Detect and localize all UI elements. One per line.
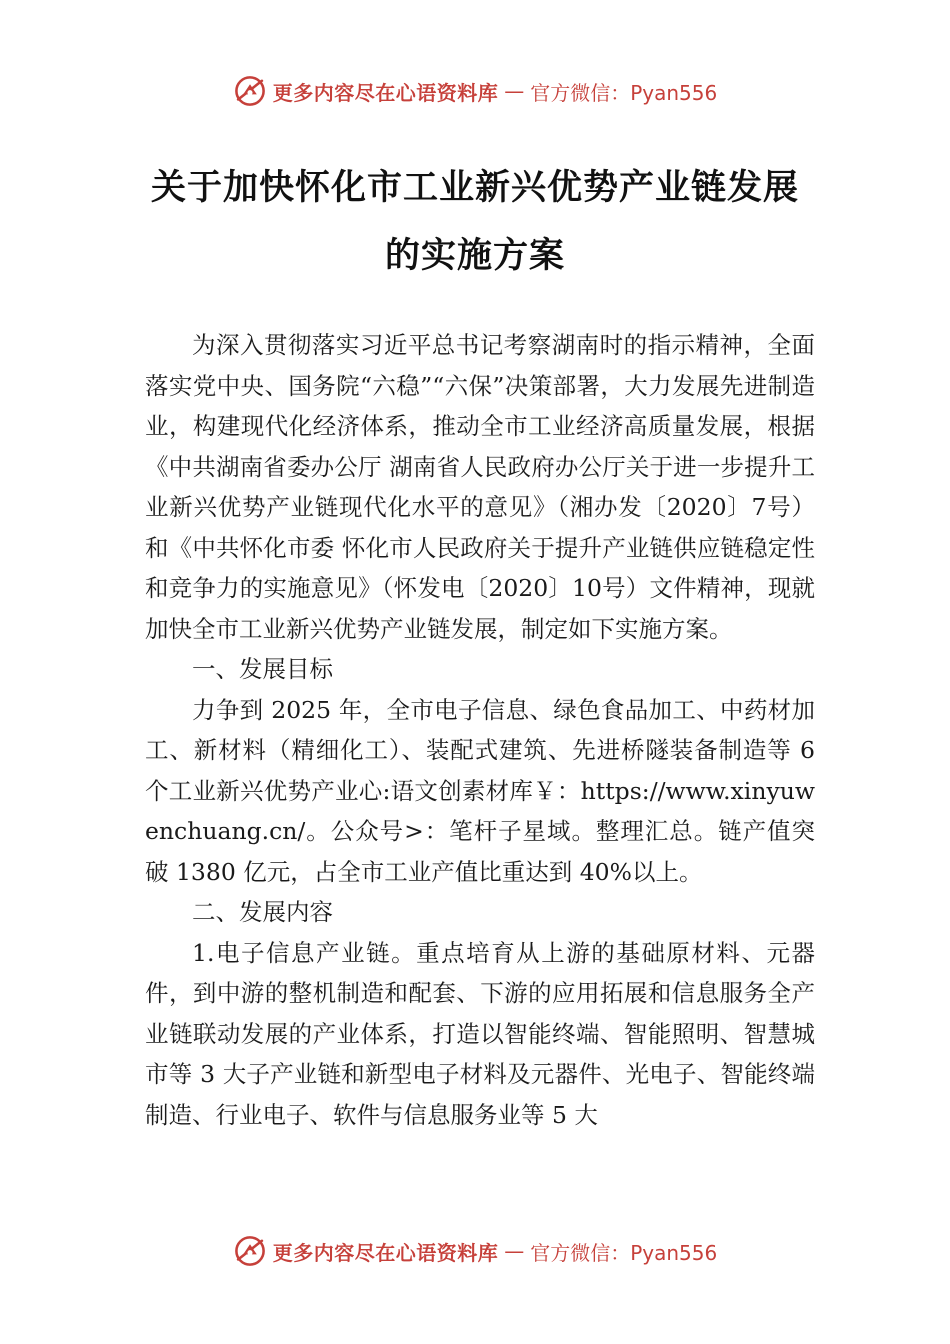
brand-logo-icon [233,1234,267,1268]
document-title-line-2: 的实施方案 [384,235,565,276]
content-paragraph: 1.电子信息产业链。重点培育从上游的基础原材料、元器件，到中游的整机制造和配套、下游的应用拓展和信息服务全产业链联动发展的产业体系，打造以智能终端、智能照明、智慧城市等 3 大子产业链和新型电子材料及元器件、光电子、智能终端制造、行业电子、软件与信息服务业等 5 大 [145,938,815,1129]
intro-paragraph: 为深入贯彻落实习近平总书记考察湖南时的指示精神，全面落实党中央、国务院“六稳”“六保”决策部署，大力发展先进制造业，构建现代化经济体系，推动全市工业经济高质量发展，根据《中共湖南省委办公厅 湖南省人民政府办公厅关于进一步提升工业新兴优势产业链现代化水平的意见》（湘办发〔2020〕7号）和《中共怀化市委 怀化市人民政府关于提升产业链供应链稳定性和竞争力的实施意见》（怀发电〔2020〕10号）文件精神，现就加快全市工业新兴优势产业链发展，制定如下实施方案。 [145,331,815,643]
watermark-separator: — [504,1239,525,1263]
brand-logo-icon [233,74,267,108]
document-body [145,325,815,1135]
section-heading-goals: 一、发展目标 [192,655,333,683]
header-watermark [0,74,950,108]
watermark-brand-text: 更多内容尽在心语资料库 [272,80,499,105]
watermark-brand-text: 更多内容尽在心语资料库 [272,1240,499,1265]
section-heading-content: 二、发展内容 [192,898,333,926]
watermark-contact-text: 官方微信：Pyan556 [530,1240,718,1265]
document-title-line-1: 关于加快怀化市工业新兴优势产业链发展 [150,167,799,208]
footer-watermark [0,1234,950,1268]
watermark-contact-text: 官方微信：Pyan556 [530,80,718,105]
watermark-separator: — [504,79,525,103]
goals-paragraph: 力争到 2025 年，全市电子信息、绿色食品加工、中药材加工、新材料（精细化工）、装配式建筑、先进桥隧装备制造等 6 个工业新兴优势产业心:语文创素材库￥：https://www.xinyuwenchuang.cn/。公众号>：笔杆子星域。整理汇总。链产值突破 1380 亿元，占全市工业产值比重达到 40%以上。 [145,695,815,886]
